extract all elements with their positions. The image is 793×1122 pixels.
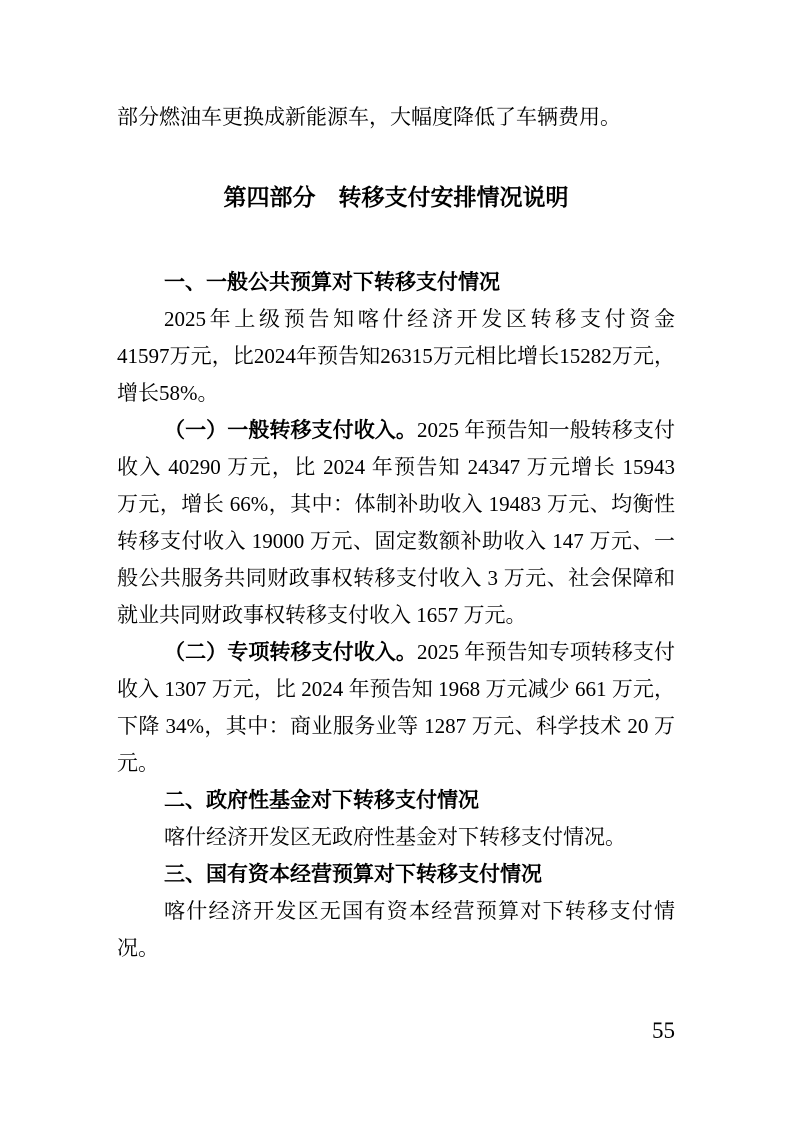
text-run: 转移支付收入 19000 万元、固定数额补助收入 147 万元、一 (117, 529, 675, 553)
text-line (117, 375, 675, 412)
text-run: 41597万元，比2024年预告知26315万元相比增长15282万元， (117, 344, 675, 368)
text-run: 部分燃油车更换成新能源车，大幅度降低了车辆费用。 (117, 105, 621, 129)
text-run: 况。 (117, 936, 159, 960)
text-line (117, 301, 675, 338)
page-number: 55 (652, 1018, 675, 1043)
text-line (117, 449, 675, 486)
text-run: 就业共同财政事权转移支付收入 1657 万元。 (117, 603, 527, 627)
text-line (117, 893, 675, 930)
text-run: 收入 40290 万元，比 2024 年预告知 24347 万元增长 15943 (117, 455, 675, 479)
text-line (117, 99, 675, 136)
text-line (117, 338, 675, 375)
text-run: 2025年上级预告知喀什经济开发区转移支付资金 (164, 307, 675, 331)
text-line (117, 745, 675, 782)
text-run: 万元，增长 66%，其中：体制补助收入 19483 万元、均衡性 (117, 492, 675, 516)
paragraph-special-transfer-income (117, 634, 675, 782)
text-run: 般公共服务共同财政事权转移支付收入 3 万元、社会保障和 (117, 566, 675, 590)
text-line (117, 560, 675, 597)
bold-run: （一）一般转移支付收入。 (164, 418, 417, 442)
text-line (117, 412, 675, 449)
text-line (117, 486, 675, 523)
section-heading-3: 三、国有资本经营预算对下转移支付情况 (164, 862, 542, 886)
paragraph-general-budget-total (117, 301, 675, 412)
text-run: 2025 年预告知一般转移支付 (416, 418, 676, 442)
text-line (117, 597, 675, 634)
text-line (117, 671, 675, 708)
bold-run: （二）专项转移支付收入。 (164, 640, 417, 664)
paragraph-state-capital (117, 893, 675, 967)
paragraph-general-transfer-income (117, 412, 675, 634)
chapter-heading: 第四部分 转移支付安排情况说明 (223, 184, 569, 210)
text-line (117, 930, 675, 967)
text-run: 喀什经济开发区无政府性基金对下转移支付情况。 (164, 825, 626, 849)
section-heading-1: 一、一般公共预算对下转移支付情况 (164, 270, 500, 294)
text-line (117, 634, 675, 671)
text-line (117, 819, 675, 856)
page-footer (117, 1016, 675, 1046)
page-content (117, 99, 675, 967)
text-line (117, 523, 675, 560)
text-run: 下降 34%，其中：商业服务业等 1287 万元、科学技术 20 万 (117, 714, 675, 738)
text-run: 喀什经济开发区无国有资本经营预算对下转移支付情 (164, 899, 675, 923)
text-run: 2025 年预告知专项转移支付 (416, 640, 676, 664)
paragraph-government-fund (117, 819, 675, 856)
text-run: 增长58%。 (117, 381, 219, 405)
text-line (117, 708, 675, 745)
section-heading-2: 二、政府性基金对下转移支付情况 (164, 788, 479, 812)
paragraph-continuation (117, 99, 675, 136)
text-run: 元。 (117, 751, 159, 775)
text-run: 收入 1307 万元，比 2024 年预告知 1968 万元减少 661 万元， (117, 677, 675, 701)
